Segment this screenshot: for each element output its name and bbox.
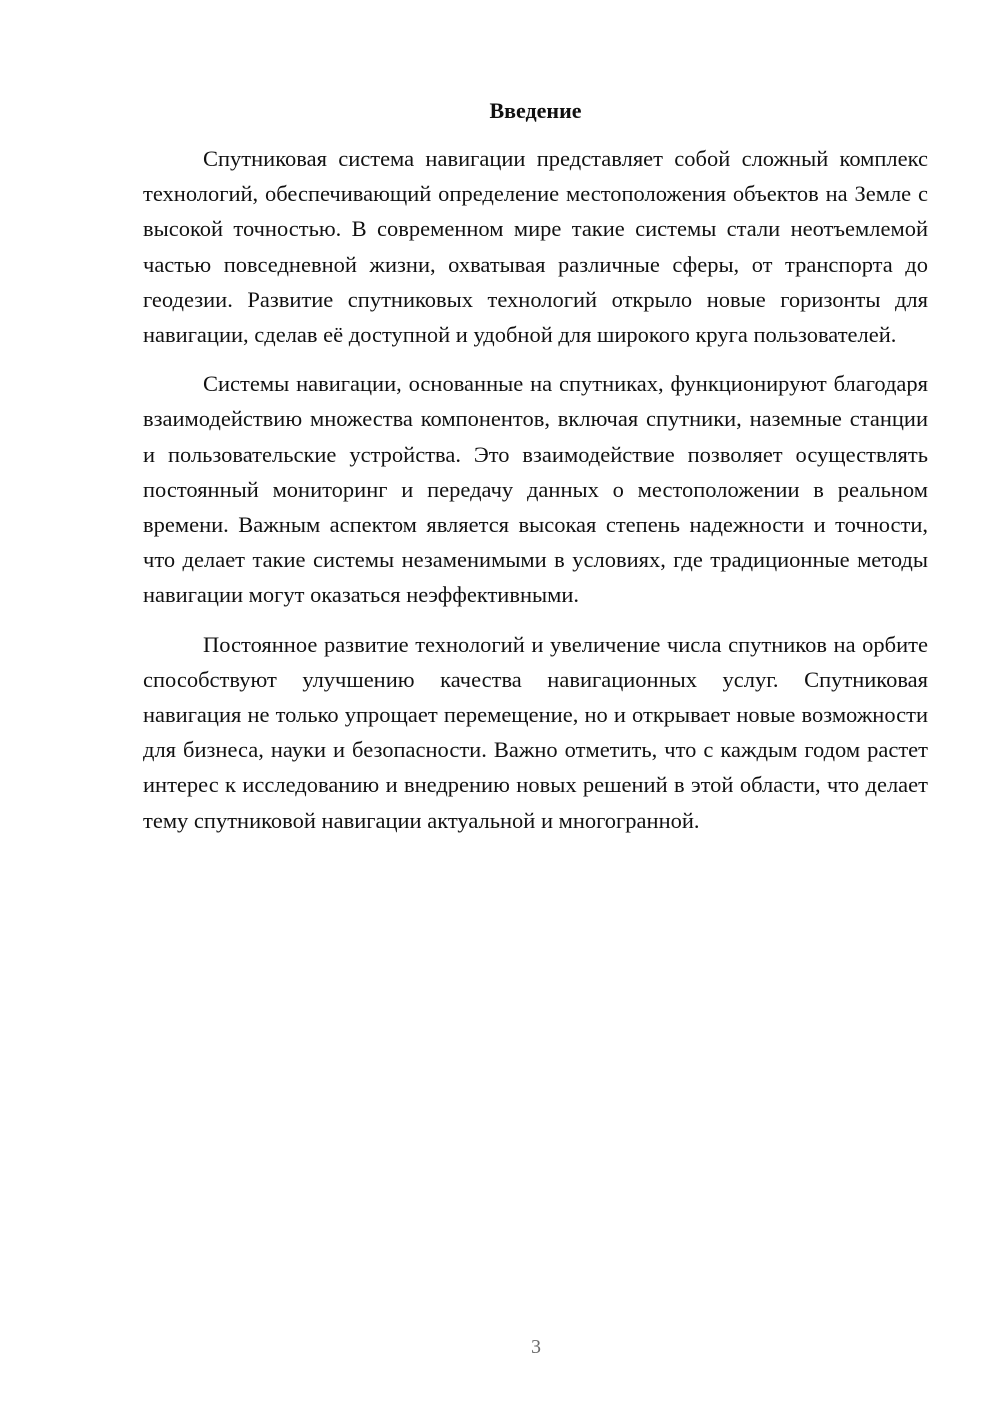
section-heading: Введение <box>489 98 582 123</box>
paragraph-1: Спутниковая система навигации представляет собой сложный комплекс технологий, обеспечивающий определение местоположения объектов на Земле с высокой точностью. В современном мире такие системы стали неотъемлемой частью повседневной жизни, охватывая различные сферы, от транспорта до геодезии. Развитие спутниковых технологий открыло новые горизонты для навигации, сделав её доступной и удобной для широкого круга пользователей. <box>143 146 928 348</box>
page-content <box>143 93 928 852</box>
paragraph-3: Постоянное развитие технологий и увеличение числа спутников на орбите способствуют улучшению качества навигационных услуг. Спутниковая навигация не только упрощает перемещение, но и открывает новые возможности для бизнеса, науки и безопасности. Важно отметить, что с каждым годом растет интерес к исследованию и внедрению новых решений в этой области, что делает тему спутниковой навигации актуальной и многогранной. <box>143 631 928 833</box>
paragraph-2: Системы навигации, основанные на спутниках, функционируют благодаря взаимодействию множества компонентов, включая спутники, наземные станции и пользовательские устройства. Это взаимодействие позволяет осуществлять постоянный мониторинг и передачу данных о местоположении в реальном времени. Важным аспектом является высокая степень надежности и точности, что делает такие системы незаменимыми в условиях, где традиционные методы навигации могут оказаться неэффективными. <box>143 371 928 608</box>
page-number: 3 <box>531 1336 541 1358</box>
